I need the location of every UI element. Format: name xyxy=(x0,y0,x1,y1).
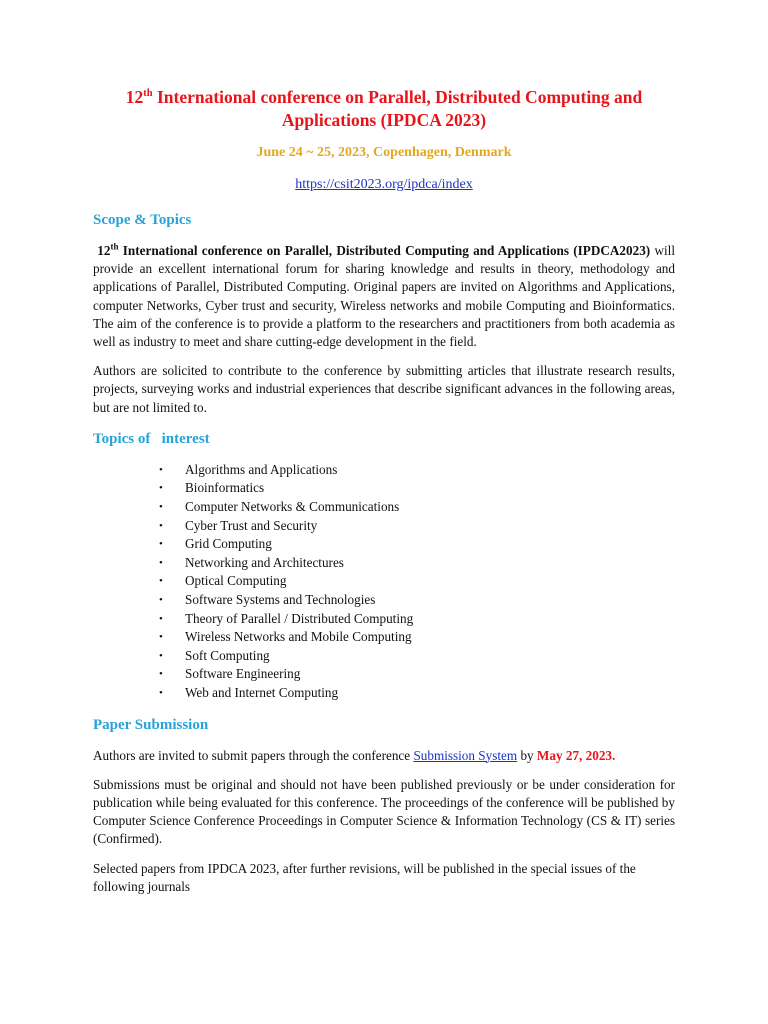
topic-list-item xyxy=(159,517,675,536)
submission-by-text: by xyxy=(520,747,534,763)
topic-list-item xyxy=(159,535,675,554)
topic-list-item xyxy=(159,461,675,480)
submission-paragraph-1 xyxy=(93,747,675,765)
topic-label: Software Systems and Technologies xyxy=(185,591,376,607)
topic-label: Theory of Parallel / Distributed Computing xyxy=(185,610,414,626)
bullet-icon: • xyxy=(159,463,163,476)
topic-list-item xyxy=(159,572,675,591)
bullet-icon: • xyxy=(159,612,163,625)
paper-submission-heading: Paper Submission xyxy=(93,716,209,733)
topic-list-item xyxy=(159,684,675,703)
conference-dates: June 24 ~ 25, 2023, Copenhagen, Denmark xyxy=(256,145,512,160)
bullet-icon: • xyxy=(159,593,163,606)
topics-list xyxy=(93,461,675,703)
topic-label: Soft Computing xyxy=(185,647,270,663)
title-ordinal-suffix: th xyxy=(143,88,153,100)
topics-heading: Topics of interest xyxy=(93,430,210,447)
bullet-icon: • xyxy=(159,556,163,569)
topic-list-item xyxy=(159,554,675,573)
scope-intro-paragraph xyxy=(93,242,675,351)
topic-list-item xyxy=(159,498,675,517)
topic-list-item xyxy=(159,610,675,629)
title-text: International conference on Parallel, Distributed Computing and Applications (IPDCA 2023) xyxy=(156,87,643,130)
conference-url-line xyxy=(93,176,675,194)
topic-label: Optical Computing xyxy=(185,573,287,589)
submission-intro-text: Authors are invited to submit papers through the conference xyxy=(93,747,411,763)
bullet-icon: • xyxy=(159,501,163,514)
submission-paragraph-3: Selected papers from IPDCA 2023, after further revisions, will be published in the special issues of the following journals xyxy=(93,860,636,894)
bullet-icon: • xyxy=(159,538,163,551)
intro-ordinal-suffix: th xyxy=(110,241,119,252)
conference-url-link[interactable]: https://csit2023.org/ipdca/index xyxy=(295,177,473,192)
intro-conference-name: International conference on Parallel, Distributed Computing and Applications (IPDCA2023) xyxy=(122,243,651,258)
topic-label: Cyber Trust and Security xyxy=(185,517,318,533)
topic-list-item xyxy=(159,647,675,666)
topic-label: Algorithms and Applications xyxy=(185,461,338,477)
topic-list-item xyxy=(159,591,675,610)
bullet-icon: • xyxy=(159,519,163,532)
bullet-icon: • xyxy=(159,668,163,681)
topic-label: Software Engineering xyxy=(185,666,301,682)
topic-label: Web and Internet Computing xyxy=(185,684,339,700)
bullet-icon: • xyxy=(159,482,163,495)
intro-bold-lead xyxy=(93,243,650,258)
submission-deadline: May 27, 2023. xyxy=(536,747,616,763)
bullet-icon: • xyxy=(159,686,163,699)
bullet-icon: • xyxy=(159,649,163,662)
topic-list-item xyxy=(159,665,675,684)
scope-paragraph-2: Authors are solicited to contribute to the conference by submitting articles that illustrate research results, projects, surveying works and industrial experiences that describe significant advances in the following areas, but are not limited to. xyxy=(93,363,675,415)
intro-number: 12 xyxy=(97,243,111,258)
topic-label: Networking and Architectures xyxy=(185,554,344,570)
topic-label: Bioinformatics xyxy=(185,480,265,496)
bullet-icon: • xyxy=(159,631,163,644)
topic-label: Grid Computing xyxy=(185,536,272,552)
intro-body: will provide an excellent international forum for sharing knowledge and results in theory, methodology and applications of Parallel, Distributed Computing. Original papers are invited on Algorithms and Applications, computer Networks, Cyber trust and security, Wireless networks and mobile Computing and Bioinformatics. The aim of the conference is to provide a platform to the researchers and practitioners from both academia as well as industry to meet and share cutting-edge development in the field. xyxy=(93,243,675,350)
page-title xyxy=(93,0,675,132)
topic-label: Wireless Networks and Mobile Computing xyxy=(185,629,412,645)
topic-list-item xyxy=(159,628,675,647)
submission-paragraph-2: Submissions must be original and should not have been published previously or be under consideration for publication while being evaluated for this conference. The proceedings of the conference will be published by Computer Science Conference Proceedings in Computer Science & Information Technology (CS & IT) series (Confirmed). xyxy=(93,776,675,847)
bullet-icon: • xyxy=(159,575,163,588)
scope-heading: Scope & Topics xyxy=(93,212,192,228)
topic-label: Computer Networks & Communications xyxy=(185,499,400,515)
submission-system-link[interactable]: Submission System xyxy=(413,747,518,763)
topic-list-item xyxy=(159,479,675,498)
title-number: 12 xyxy=(125,87,144,107)
